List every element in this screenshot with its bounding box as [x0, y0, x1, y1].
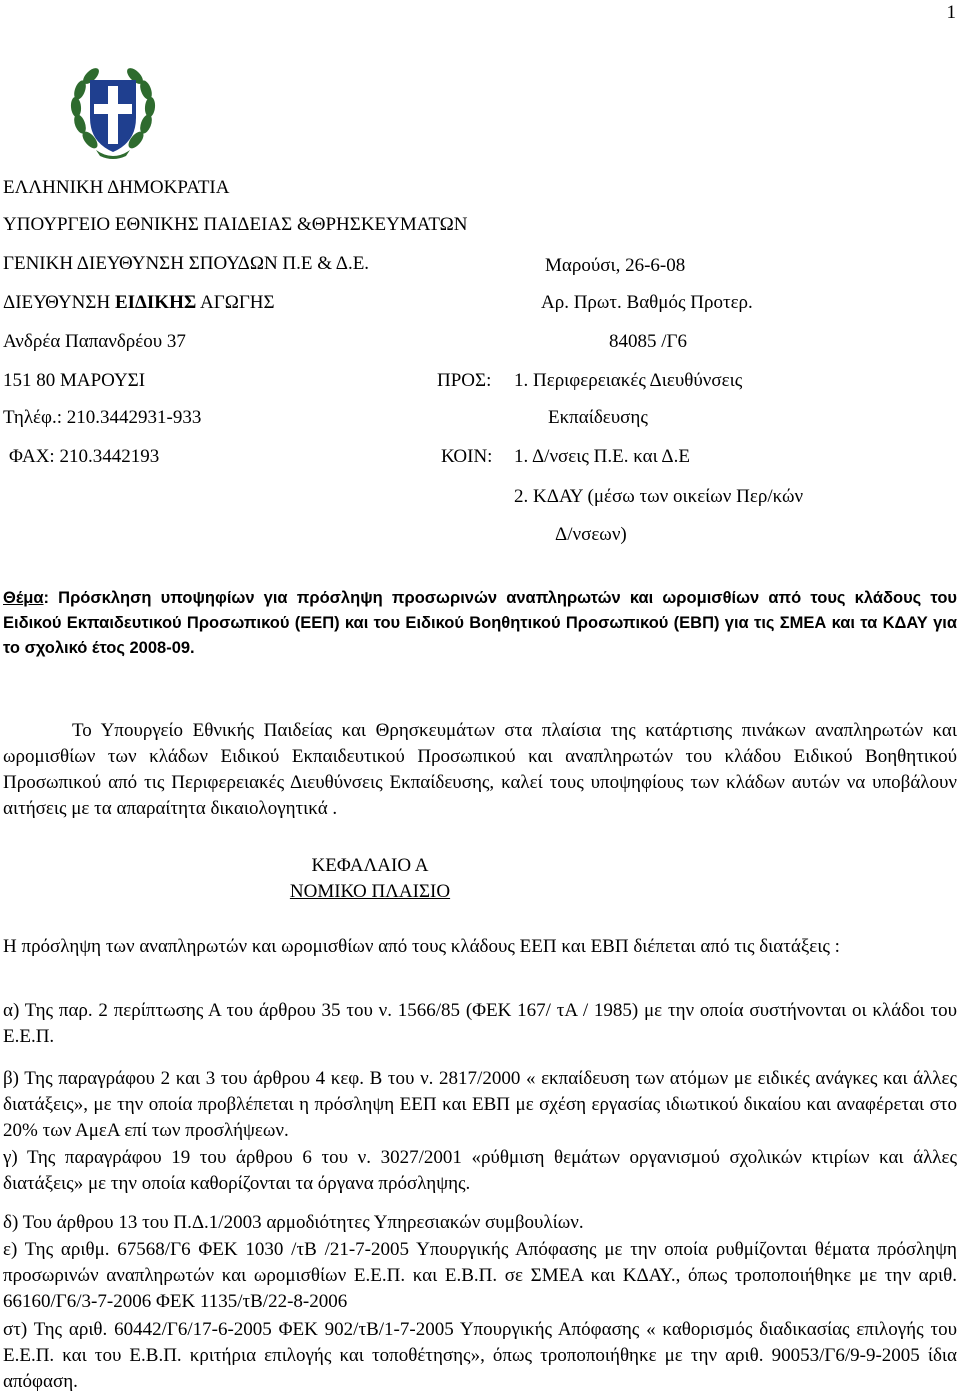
- provision-item-d: δ) Του άρθρου 13 του Π.Δ.1/2003 αρμοδιότητες Υπηρεσιακών συμβουλίων.: [3, 1212, 584, 1233]
- protocol-number: 84085 /Γ6: [609, 331, 688, 352]
- provision-item-a: α) Της παρ. 2 περίπτωσης Α του άρθρου 35 του ν. 1566/85 (ΦΕΚ 167/ τΑ / 1985) με την οποία συστήνονται οι κλάδοι του Ε.Ε.Π.: [3, 1000, 957, 1047]
- header-phone: Τηλέφ.: 210.3442931-933: [3, 407, 202, 428]
- header-directorate-prefix: ΔΙΕΥΘΥΝΣΗ: [3, 292, 115, 313]
- recipient-line-2: Εκπαίδευσης: [548, 407, 648, 428]
- cc-line-3: Δ/νσεων): [555, 524, 627, 545]
- header-directorate-suffix: ΑΓΩΓΗΣ: [196, 292, 275, 313]
- header-postcode: 151 80 ΜΑΡΟΥΣΙ: [3, 370, 146, 391]
- provision-item-b: β) Της παραγράφου 2 και 3 του άρθρου 4 κεφ. Β του ν. 2817/2000 « εκπαίδευση των ατόμων με ειδικές ανάγκες και άλλες διατάξεις», με την οποία προβλέπεται η πρόσληψη ΕΕΠ και ΕΒΠ με σχέση εργασίας ιδιωτικού δικαίου και αναφέρεται στο 20% των ΑμεΑ επί των προσλήψεων.: [3, 1068, 957, 1141]
- header-directorate: [3, 292, 275, 314]
- provision-item-f: στ) Της αριθ. 60442/Γ6/17-6-2005 ΦΕΚ 902/τΒ/1-7-2005 Υπουργικής Απόφασης « καθορισμός διαδικασίας επιλογής του Ε.Ε.Π. και του Ε.Β.Π. κριτήρια επιλογής και τοποθέτησης», όπως τροποποιήθηκε με την αριθ. 90053/Γ6/9-9-2005 ίδια απόφαση.: [3, 1319, 957, 1392]
- chapter-subtitle: ΝΟΜΙΚΟ ΠΛΑΙΣΙΟ: [289, 881, 451, 902]
- recipient-line-1: 1. Περιφερειακές Διευθύνσεις: [514, 370, 743, 391]
- header-address: Ανδρέα Παπανδρέου 37: [3, 331, 186, 352]
- subject-paragraph: [3, 586, 957, 661]
- intro-paragraph: Το Υπουργείο Εθνικής Παιδείας και Θρησκευμάτων στα πλαίσια της κατάρτισης πινάκων αναπληρωτών και ωρομισθίων των κλάδων Ειδικού Εκπαιδευτικού Προσωπικού και αναπληρωτών του κλάδου Ειδικού Βοηθητικού Προσωπικού από τις Περιφερειακές Διευθύνσεις Εκπαίδευσης, καλεί τους υποψηφίους των κλάδων αυτών να υποβάλουν αιτήσεις με τα απαραίτητα δικαιολογητικά .: [3, 720, 957, 819]
- header-country: ΕΛΛΗΝΙΚΗ ΔΗΜΟΚΡΑΤΙΑ: [3, 177, 230, 198]
- document-date: Μαρούσι, 26-6-08: [545, 255, 686, 276]
- provision-item-e: ε) Της αριθμ. 67568/Γ6 ΦΕΚ 1030 /τΒ /21-7-2005 Υπουργικής Απόφασης με την οποία ρυθμίζονται θέματα πρόσληψη προσωρινών αναπληρωτών και ωρομισθίων Ε.Ε.Π. και Ε.Β.Π. σε ΣΜΕΑ και ΚΔΑΥ., όπως τροποποιήθηκε με την αριθ. 66160/Γ6/3-7-2006 ΦΕΚ 1135/τΒ/22-8-2006: [3, 1239, 957, 1312]
- header-general-directorate: ΓΕΝΙΚΗ ΔΙΕΥΘΥΝΣΗ ΣΠΟΥΔΩΝ Π.Ε & Δ.Ε.: [3, 253, 370, 274]
- coat-of-arms-icon: [66, 62, 160, 162]
- recipient-label: ΠΡΟΣ:: [437, 370, 492, 391]
- page-number: 1: [946, 2, 956, 23]
- header-fax: ΦΑΧ: 210.3442193: [9, 446, 160, 467]
- header-ministry: ΥΠΟΥΡΓΕΙΟ ΕΘΝΙΚΗΣ ΠΑΙΔΕΙΑΣ &ΘΡΗΣΚΕΥΜΑΤΩΝ: [3, 214, 468, 235]
- cc-line-2: 2. ΚΔΑΥ (μέσω των οικείων Περ/κών: [514, 486, 804, 507]
- cc-label: ΚΟΙΝ:: [441, 446, 493, 467]
- protocol-label: Αρ. Πρωτ. Βαθμός Προτερ.: [541, 292, 753, 313]
- subject-text: : Πρόσκληση υποψηφίων για πρόσληψη προσωρινών αναπληρωτών και ωρομισθίων από τους κλάδους του Ειδικού Εκπαιδευτικού Προσωπικού (ΕΕΠ) και του Ειδικού Βοηθητικού Προσωπικού (ΕΒΠ) για τις ΣΜΕΑ και τα ΚΔΑΥ για το σχολικό έτος 2008-09.: [3, 589, 957, 657]
- subject-label: Θέμα: [3, 589, 44, 607]
- framework-intro: Η πρόσληψη των αναπληρωτών και ωρομισθίων από τους κλάδους ΕΕΠ και ΕΒΠ διέπεται από τις διατάξεις :: [3, 936, 840, 957]
- chapter-title: ΚΕΦΑΛΑΙΟ Α: [311, 855, 429, 876]
- header-directorate-bold: ΕΙΔΙΚΗΣ: [114, 292, 197, 313]
- cc-line-1: 1. Δ/νσεις Π.Ε. και Δ.Ε: [514, 446, 690, 467]
- provision-item-c: γ) Της παραγράφου 19 του άρθρου 6 του ν. 3027/2001 «ρύθμιση θεμάτων οργανισμού σχολικών κτιρίων και άλλες διατάξεις» με την οποία καθορίζονται τα όργανα πρόσληψης.: [3, 1147, 957, 1194]
